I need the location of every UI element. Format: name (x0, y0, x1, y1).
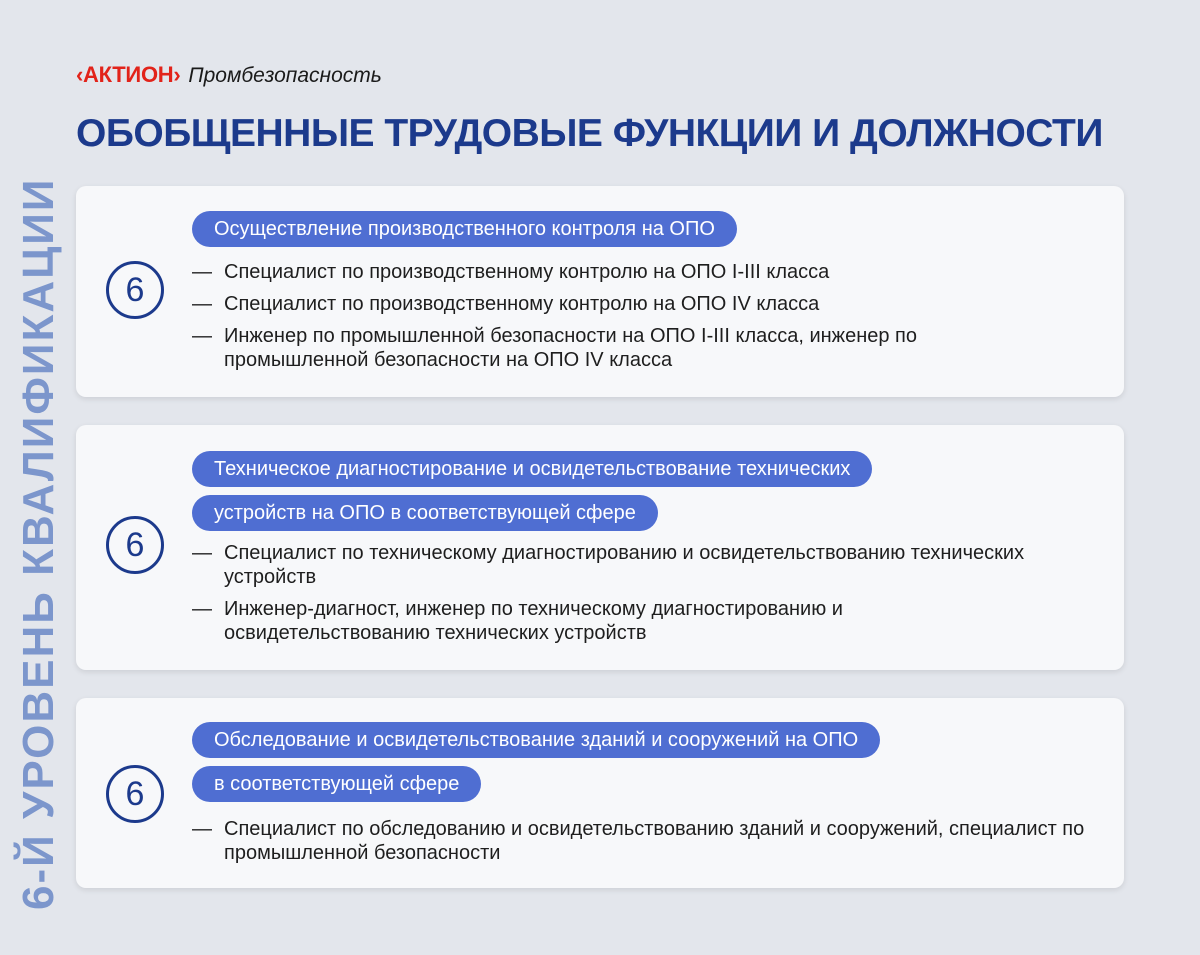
page-title: ОБОБЩЕННЫЕ ТРУДОВЫЕ ФУНКЦИИ И ДОЛЖНОСТИ (76, 112, 1103, 155)
position-item (192, 541, 1044, 589)
function-pill: Техническое диагностирование и освидетельствование технических (192, 451, 872, 487)
logo-brand: ‹АКТИОН› (76, 62, 181, 87)
function-card (76, 186, 1124, 397)
position-text: Специалист по обследованию и освидетельствованию зданий и сооружений, специалист по промышленной безопасности (224, 818, 1085, 864)
position-item (192, 324, 1124, 372)
position-text: Инженер-диагност, инженер по техническому диагностированию и освидетельствованию технических устройств (224, 598, 843, 644)
function-pill: в соответствующей сфере (192, 766, 481, 802)
dash-marker: — (192, 293, 212, 315)
function-title (192, 722, 880, 810)
position-text: Инженер по промышленной безопасности на ОПО I-III класса, инженер по промышленной безопасности на ОПО IV класса (224, 325, 917, 371)
qualification-level-label: 6-Й УРОВЕНЬ КВАЛИФИКАЦИИ (14, 177, 63, 910)
function-pill: Осуществление производственного контроля на ОПО (192, 211, 737, 247)
function-title (192, 211, 737, 255)
position-item (192, 597, 1044, 645)
positions-list (192, 817, 1104, 873)
function-pill: устройств на ОПО в соответствующей сфере (192, 495, 658, 531)
dash-marker: — (192, 818, 212, 840)
function-card (76, 698, 1124, 888)
position-text: Специалист по производственному контролю на ОПО IV класса (224, 293, 820, 315)
position-text: Специалист по техническому диагностированию и освидетельствованию технических устройств (224, 542, 1025, 588)
level-badge: 6 (106, 261, 164, 319)
positions-list (192, 541, 1044, 653)
level-badge: 6 (106, 516, 164, 574)
position-item (192, 817, 1104, 865)
brand-logo (76, 62, 382, 88)
function-card (76, 425, 1124, 670)
dash-marker: — (192, 598, 212, 620)
dash-marker: — (192, 325, 212, 347)
logo-product: Промбезопасность (188, 64, 382, 87)
position-item (192, 292, 1124, 316)
dash-marker: — (192, 542, 212, 564)
dash-marker: — (192, 261, 212, 283)
position-item (192, 260, 1124, 284)
function-title (192, 451, 872, 539)
position-text: Специалист по производственному контролю на ОПО I-III класса (224, 261, 830, 283)
positions-list (192, 260, 1124, 380)
function-pill: Обследование и освидетельствование зданий и сооружений на ОПО (192, 722, 880, 758)
level-badge: 6 (106, 765, 164, 823)
